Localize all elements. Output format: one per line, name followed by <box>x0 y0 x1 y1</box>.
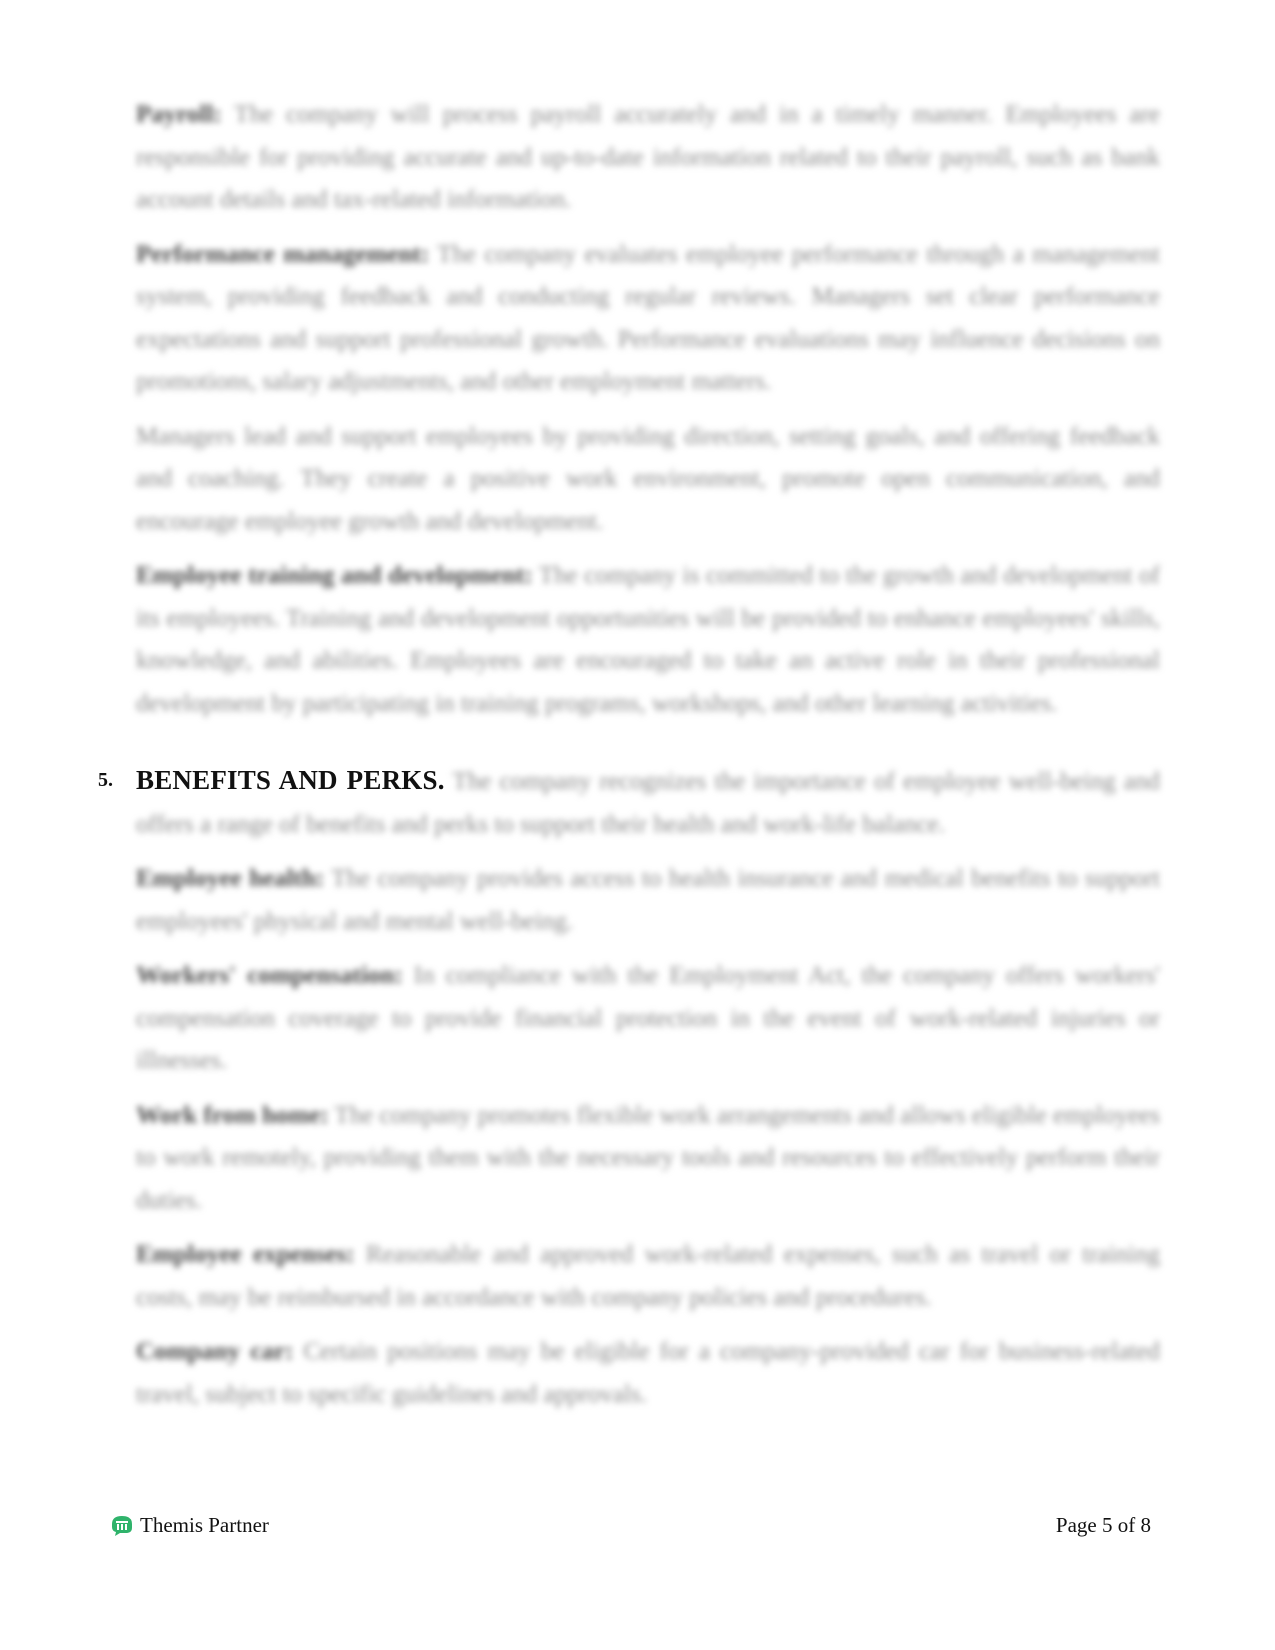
paragraph-lead: Employee expenses: <box>136 1241 355 1268</box>
paragraph-text: The company is committed to the growth and development of its employees. Training and development opportunities will be provided to enhance employees' skills, knowledge, and abilities. Employees are encouraged to take an active role in their professional development by participating in training programs, workshops, and other learning activities. <box>136 562 1160 717</box>
paragraph-payroll <box>136 94 1160 222</box>
paragraph-text: The company promotes flexible work arrangements and allows eligible employees to work remotely, providing them with the necessary tools and resources to effectively perform their duties. <box>136 1101 1160 1214</box>
paragraph-text: Managers lead and support employees by providing direction, setting goals, and offering feedback and coaching. They create a positive work environment, promote open communication, and encourage employee growth and development. <box>136 422 1160 535</box>
paragraph-company-car <box>136 1331 1160 1416</box>
section-heading: BENEFITS AND PERKS. <box>136 765 445 795</box>
page-number: Page 5 of 8 <box>1055 1512 1151 1537</box>
brand <box>110 1513 269 1538</box>
section-intro-text: The company recognizes the importance of employee well-being and offers a range of benefits and perks to support their health and work-life balance. <box>136 768 1160 838</box>
paragraph-employee-training <box>136 555 1160 725</box>
paragraph-text: In compliance with the Employment Act, the company offers workers' compensation coverage to provide financial protection in the event of work-related injuries or illnesses. <box>136 962 1160 1074</box>
document-body <box>98 94 1161 1428</box>
paragraph-text: The company evaluates employee performance through a management system, providing feedback and conducting regular reviews. Managers set clear performance expectations and support professional growth. Performance evaluations may influence decisions on promotions, salary adjustments, and other employment matters. <box>136 240 1161 395</box>
paragraph-workers-compensation <box>136 955 1160 1083</box>
paragraph-lead: Company car: <box>136 1338 294 1365</box>
paragraph-text: Certain positions may be eligible for a company-provided car for business-related travel, subject to specific guidelines and approvals. <box>136 1338 1160 1408</box>
paragraph-employee-health <box>136 858 1160 943</box>
paragraph-text: Reasonable and approved work-related expenses, such as travel or training costs, may be reimbursed in accordance with company policies and procedures. <box>136 1241 1161 1311</box>
paragraph-work-from-home <box>136 1095 1160 1223</box>
paragraph-lead: Work from home: <box>136 1101 329 1129</box>
paragraph-lead: Employee training and development: <box>136 562 533 589</box>
paragraph-text: The company provides access to health insurance and medical benefits to support employees' physical and mental well-being. <box>136 865 1160 935</box>
brand-name: Themis Partner <box>140 1512 269 1537</box>
section-benefits-and-perks <box>98 759 1161 1416</box>
paragraph-lead: Payroll: <box>136 101 222 128</box>
paragraph-lead: Workers' compensation: <box>136 962 403 989</box>
themis-logo-icon <box>110 1514 134 1536</box>
paragraph-lead: Performance management: <box>136 240 430 268</box>
section-number: 5. <box>98 769 113 791</box>
paragraph-managers <box>136 416 1160 544</box>
paragraph-lead: Employee health: <box>136 865 325 892</box>
paragraph-employee-expenses <box>136 1234 1160 1319</box>
section-intro <box>136 759 1160 846</box>
page-footer <box>110 1509 1151 1541</box>
paragraph-performance-management <box>136 234 1160 404</box>
paragraph-text: The company will process payroll accurately and in a timely manner. Employees are responsible for providing accurate and up-to-date information related to their payroll, such as bank account details and tax-related information. <box>136 101 1160 213</box>
